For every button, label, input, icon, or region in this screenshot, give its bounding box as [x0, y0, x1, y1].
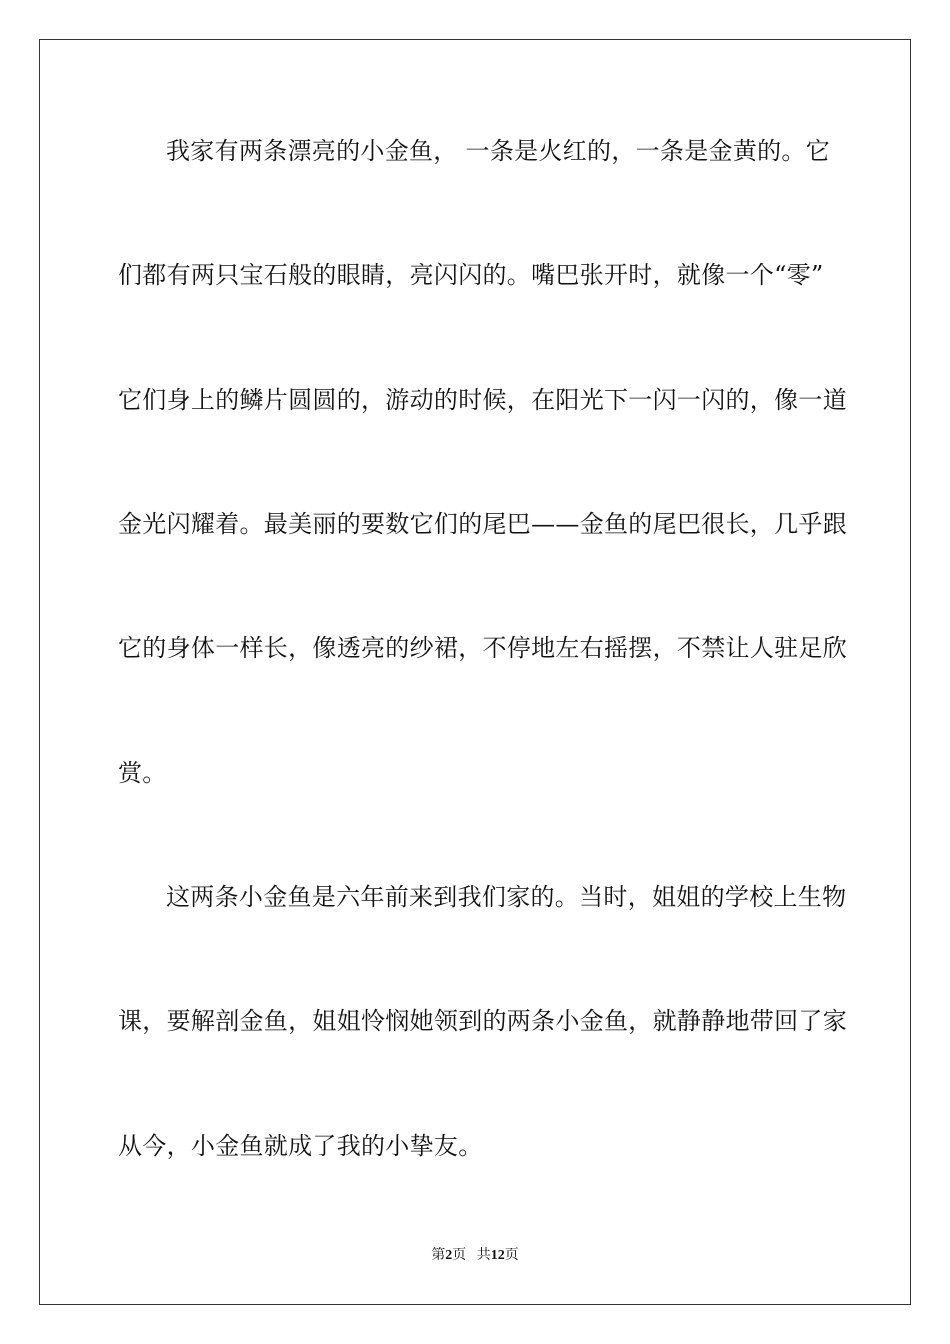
text-line: 们都有两只宝石般的眼睛，亮闪闪的。嘴巴张开时，就像一个“零” [118, 261, 824, 289]
page-border [39, 39, 911, 1305]
footer-page-suffix: 页 [452, 1248, 467, 1263]
text-line: 它们身上的鳞片圆圆的，游动的时候，在阳光下一闪一闪的，像一道 [118, 386, 847, 414]
text-line: 课，要解剖金鱼，姐姐怜悯她领到的两条小金鱼，就静静地带回了家 [118, 1007, 847, 1035]
footer-total-suffix: 页 [504, 1248, 519, 1263]
text-line: 我家有两条漂亮的小金鱼， 一条是火红的，一条是金黄的。它 [166, 137, 831, 165]
text-line: 从今，小金鱼就成了我的小挚友。 [118, 1132, 483, 1160]
page-footer [0, 1247, 950, 1265]
text-line: 它的身体一样长，像透亮的纱裙，不停地左右摇摆，不禁让人驻足欣 [118, 634, 847, 662]
footer-prefix: 第 [431, 1248, 446, 1263]
footer-total-prefix: 共 [476, 1248, 491, 1263]
text-line: 金光闪耀着。最美丽的要数它们的尾巴——金鱼的尾巴很长，几乎跟 [118, 510, 847, 538]
current-page-number: 2 [445, 1248, 453, 1263]
text-line: 赏。 [118, 759, 167, 787]
total-page-count: 12 [490, 1248, 505, 1263]
text-line: 这两条小金鱼是六年前来到我们家的。当时，姐姐的学校上生物 [166, 883, 847, 911]
